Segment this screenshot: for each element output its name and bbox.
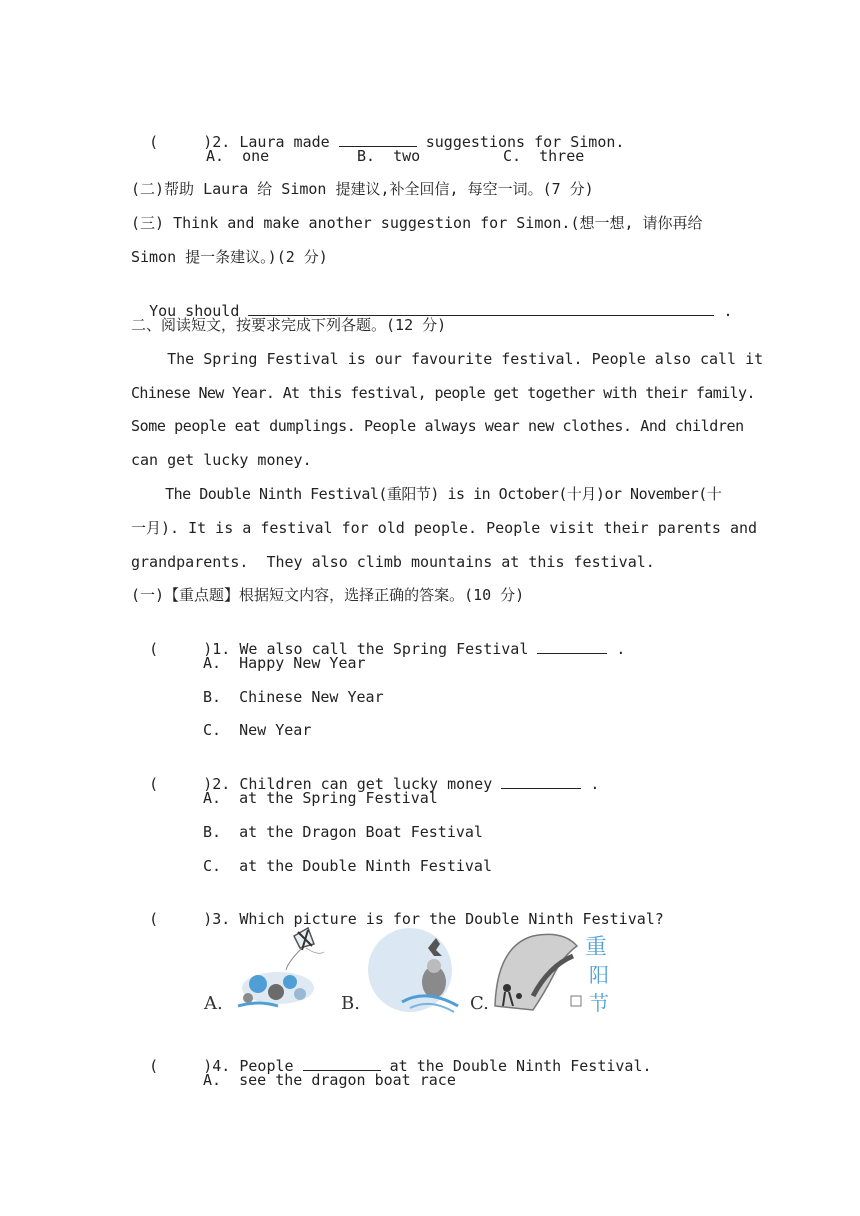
option-b[interactable]: B. two <box>357 147 421 165</box>
q2-option-a[interactable]: A. at the Spring Festival <box>203 789 438 807</box>
passage-para2-line1: The Double Ninth Festival(重阳节) is in October(十月)or November(十 <box>131 485 722 503</box>
question-stem: 4. People <box>212 1057 294 1075</box>
question-stem-end: suggestions for Simon. <box>425 133 625 151</box>
section-2-heading: (二)帮助 Laura 给 Simon 提建议,补全回信, 每空一词。(7 分) <box>131 180 594 198</box>
picture-c-label: C. <box>470 993 489 1014</box>
question-2: ( )2. Children can get lucky money . <box>149 775 600 793</box>
you-should-label: You should <box>149 302 240 320</box>
question-number: 2. <box>212 133 231 151</box>
question-1: ( )1. We also call the Spring Festival . <box>149 640 626 658</box>
answer-blank[interactable] <box>501 774 581 789</box>
picture-c-char-1: 重 <box>585 935 608 960</box>
picture-a-label: A. <box>204 993 223 1014</box>
answer-paren[interactable]: ( ) <box>149 775 213 793</box>
answer-paren[interactable]: ( ) <box>149 640 213 658</box>
passage-para1-line4: can get lucky money. <box>131 451 312 469</box>
you-should-line: You should . <box>149 302 733 320</box>
answer-blank[interactable] <box>339 132 417 147</box>
picture-a-kite-icon[interactable] <box>228 922 328 1014</box>
question-3 <box>131 889 664 929</box>
answer-blank[interactable] <box>303 1056 381 1071</box>
answer-paren[interactable]: ( ) <box>149 133 213 151</box>
section-3-heading-line1: (三) Think and make another suggestion for Simon.(想一想, 请你再给 <box>131 214 703 232</box>
picture-c-mountain-icon[interactable] <box>493 926 613 1018</box>
passage-para1-line1: The Spring Festival is our favourite festival. People also call it <box>131 350 764 368</box>
question-stem: 2. Children can get lucky money <box>212 775 493 793</box>
answer-paren[interactable]: ( ) <box>149 1057 213 1075</box>
answer-blank[interactable] <box>537 639 607 654</box>
q2-option-c[interactable]: C. at the Double Ninth Festival <box>203 857 492 875</box>
picture-b-moon-icon[interactable] <box>366 926 466 1018</box>
section-3-heading-line2: Simon 提一条建议。)(2 分) <box>131 248 328 266</box>
answer-paren[interactable]: ( ) <box>149 910 213 928</box>
subsection-1-heading: (一)【重点题】根据短文内容，选择正确的答案。(10 分) <box>131 586 525 604</box>
question-stem: 3. Which picture is for the Double Ninth Festival? <box>212 910 664 928</box>
option-c[interactable]: C. three <box>503 147 585 165</box>
suggestion-blank[interactable] <box>248 301 714 316</box>
q1-option-a[interactable]: A. Happy New Year <box>203 654 366 672</box>
reading-heading: 二、阅读短文，按要求完成下列各题。(12 分) <box>131 316 447 334</box>
q4-option-a[interactable]: A. see the dragon boat race <box>203 1071 456 1089</box>
picture-b-label: B. <box>341 993 360 1014</box>
option-a[interactable]: A. one <box>206 147 270 165</box>
q2-option-b[interactable]: B. at the Dragon Boat Festival <box>203 823 483 841</box>
q1-option-b[interactable]: B. Chinese New Year <box>203 688 384 706</box>
picture-c-char-2: 阳 <box>589 963 609 987</box>
question-stem: Laura made <box>239 133 330 151</box>
question-stem: 1. We also call the Spring Festival <box>212 640 529 658</box>
passage-para2-line2: 一月). It is a festival for old people. People visit their parents and <box>131 519 758 537</box>
picture-c-char-3: 节 <box>589 991 609 1015</box>
passage-para2-line3: grandparents. They also climb mountains at this festival. <box>131 553 655 571</box>
passage-para1-line3: Some people eat dumplings. People always wear new clothes. And children <box>131 417 744 435</box>
q1-option-c[interactable]: C. New Year <box>203 721 312 739</box>
question-stem-end: at the Double Ninth Festival. <box>389 1057 652 1075</box>
passage-para1-line2: Chinese New Year. At this festival, people get together with their family. <box>131 384 755 402</box>
